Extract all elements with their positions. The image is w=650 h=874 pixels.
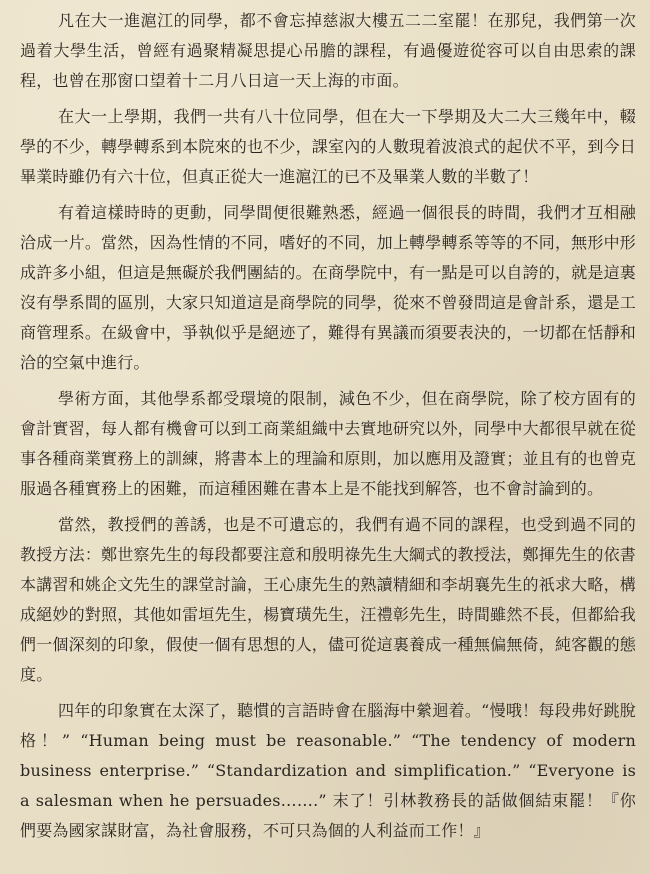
paragraph-2: 在大一上學期，我們一共有八十位同學，但在大一下學期及大二大三幾年中，輟學的不少，轉學轉系到本院來的也不少，課室內的人數現着波浪式的起伏不平，到今日畢業時雖仍有六十位，但真正從大一進滬江的已不及畢業人數的半數了！ — [20, 107, 636, 186]
paragraph-1: 凡在大一進滬江的同學，都不會忘掉慈淑大樓五二二室罷！在那兒，我們第一次過着大學生活，曾經有過聚精凝思提心吊膽的課程，有過優遊從容可以自由思索的課程，也曾在那窗口望着十二月八日這一天上海的市面。 — [20, 11, 636, 90]
paragraph-6: 四年的印象實在太深了，聽慣的言語時會在腦海中縈迴着。“慢哦！每段弗好跳脫格！” “Human being must be reasonable.” “The tendency of modern business enterprise.” “Standardization and simplification.” “Everyone is a salesman when he persuades…….” 末了！引林教務長的話做個結束罷！『你們要為國家謀財富，為社會服務，不可只為個的人利益而工作！』 — [20, 701, 636, 840]
paragraph-3: 有着這樣時時的更動，同學間便很難熟悉，經過一個很長的時間，我們才互相融洽成一片。當然，因為性情的不同，嗜好的不同，加上轉學轉系等等的不同，無形中形成許多小組，但這是無礙於我們團結的。在商學院中，有一點是可以自誇的，就是這裏沒有學系間的區別，大家只知道這是商學院的同學，從來不曾發問這是會計系，還是工商管理系。在級會中，爭執似乎是絕迹了，難得有異議而須要表決的，一切都在恬靜和洽的空氣中進行。 — [20, 203, 636, 372]
paragraph-5: 當然，教授們的善誘，也是不可遺忘的，我們有過不同的課程，也受到過不同的教授方法：鄭世察先生的每段都要注意和殷明祿先生大綱式的教授法，鄭揮先生的依書本講習和姚企文先生的課堂討論，王心康先生的熟讀精細和李胡襄先生的祇求大略，構成絕妙的對照，其他如雷垣先生，楊寶璜先生，汪禮彰先生，時間雖然不長，但都給我們一個深刻的印象，假使一個有思想的人，儘可從這裏養成一種無偏無倚，純客觀的態度。 — [20, 515, 636, 684]
paragraph-4: 學術方面，其他學系都受環境的限制，減色不少，但在商學院，除了校方固有的會計實習，每人都有機會可以到工商業組織中去實地研究以外，同學中大都很早就在從事各種商業實務上的訓練，將書本上的理論和原則，加以應用及證實；並且有的也曾克服過各種實務上的困難，而這種困難在書本上是不能找到解答，也不會討論到的。 — [20, 389, 636, 498]
